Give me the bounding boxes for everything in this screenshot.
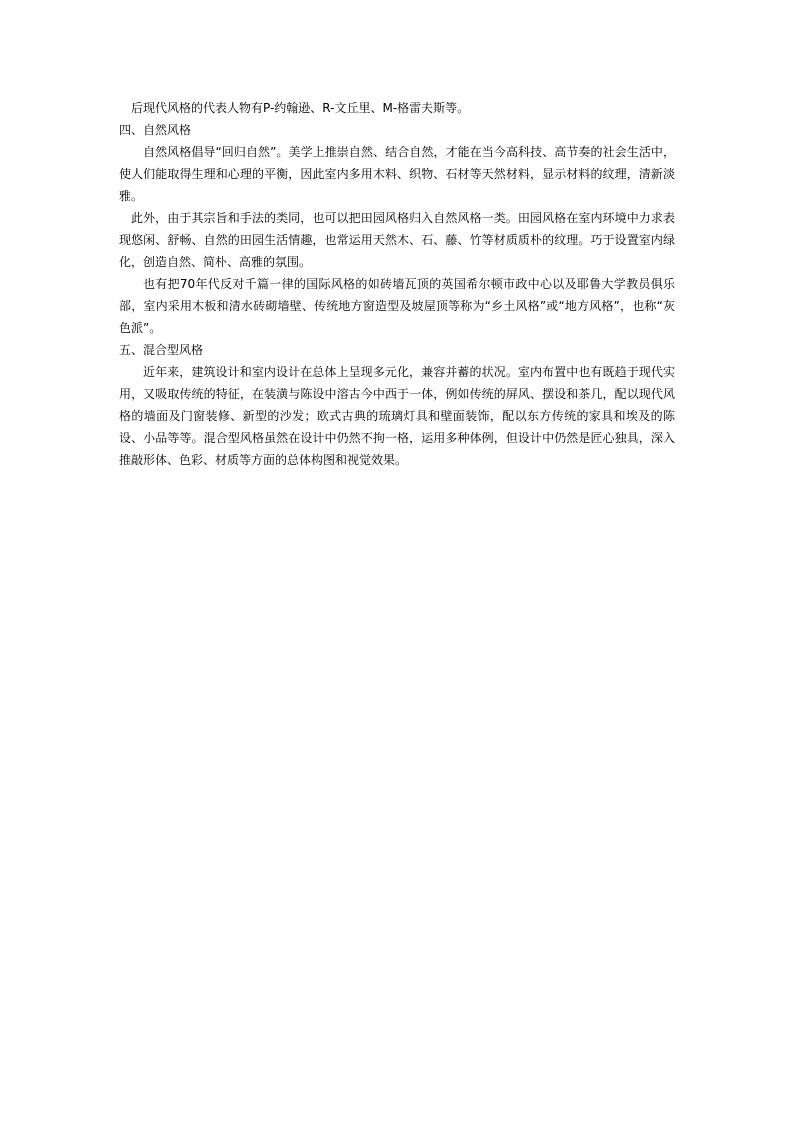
paragraph-pastoral-style: 此外，由于其宗旨和手法的类同，也可以把田园风格归入自然风格一类。田园风格在室内环境中力求表现悠闲、舒畅、自然的田园生活情趣，也常运用天然木、石、藤、竹等材质质朴的纹理。巧于设置室内绿化，创造自然、简朴、高雅的氛围。 <box>119 211 675 269</box>
document-page <box>119 97 675 471</box>
paragraph-mixed-style: 近年来，建筑设计和室内设计在总体上呈现多元化，兼容并蓄的状况。室内布置中也有既趋于现代实用，又吸取传统的特征，在装潢与陈设中溶古今中西于一体，例如传统的屏风、摆设和茶几，配以现代风格的墙面及门窗装修、新型的沙发；欧式古典的琉璃灯具和壁面装饰，配以东方传统的家具和埃及的陈设、小品等等。混合型风格虽然在设计中仍然不拘一格，运用多种体例，但设计中仍然是匠心独具，深入推敲形体、色彩、材质等方面的总体构图和视觉效果。 <box>119 365 675 467</box>
paragraph-vernacular-style: 也有把70年代反对千篇一律的国际风格的如砖墙瓦顶的英国希尔顿市政中心以及耶鲁大学教员俱乐部，室内采用木板和清水砖砌墙壁、传统地方窗造型及坡屋顶等称为“乡土风格”或“地方风格”，也称“灰色派”。 <box>119 277 675 335</box>
paragraph-postmodern-figures: 后现代风格的代表人物有P-约翰逊、R-文丘里、M-格雷夫斯等。 <box>131 101 470 115</box>
heading-natural-style: 四、自然风格 <box>119 123 192 137</box>
heading-mixed-style: 五、混合型风格 <box>119 343 204 357</box>
paragraph-natural-style: 自然风格倡导“回归自然”。美学上推崇自然、结合自然，才能在当今高科技、高节奏的社会生活中，使人们能取得生理和心理的平衡，因此室内多用木料、织物、石材等天然材料，显示材料的纹理，清新淡雅。 <box>119 145 675 203</box>
